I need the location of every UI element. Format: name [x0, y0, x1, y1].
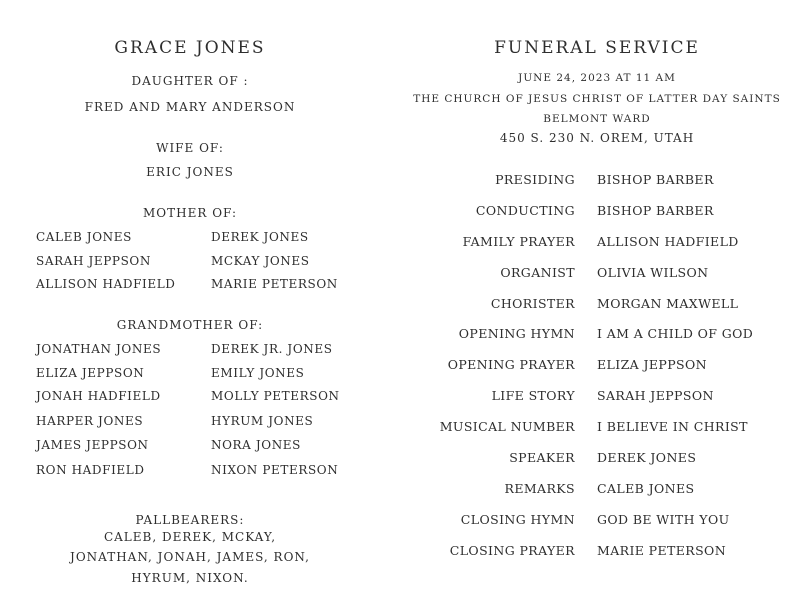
pallbearers-line: CALEB, DEREK, MCKAY, [103, 530, 277, 544]
program-participant: ALLISON HADFIELD [597, 233, 739, 249]
list-item [36, 366, 356, 390]
program-role: LIFE STORY [491, 388, 575, 404]
program-row [400, 419, 794, 450]
grandchild-name: HARPER JONES [36, 414, 144, 428]
obituary-panel [0, 0, 380, 614]
program-row [400, 450, 794, 481]
program-row [400, 543, 794, 574]
program-participant: GOD BE WITH YOU [597, 511, 730, 527]
program-role: PRESIDING [495, 172, 575, 187]
child-name: SARAH JEPPSON [36, 253, 151, 268]
list-item [36, 277, 356, 301]
program-role: CLOSING PRAYER [449, 542, 575, 558]
program-row [400, 234, 794, 265]
list-item [36, 342, 356, 366]
grandchild-name: JONATHAN JONES [36, 342, 162, 356]
pallbearers-heading: PALLBEARERS: [135, 513, 245, 527]
program-participant: OLIVIA WILSON [597, 264, 709, 280]
program-participant: I AM A CHILD OF GOD [597, 326, 754, 342]
child-name: MCKAY JONES [211, 253, 310, 268]
grandchild-name: DEREK JR. JONES [211, 342, 333, 356]
child-name: CALEB JONES [36, 230, 132, 244]
program-row [400, 203, 794, 234]
grandchild-name: HYRUM JONES [211, 414, 314, 428]
program-participant: I BELIEVE IN CHRIST [597, 419, 748, 435]
program-role: ORGANIST [500, 264, 575, 280]
program-participant: SARAH JEPPSON [597, 388, 714, 404]
program-role: CONDUCTING [475, 202, 575, 218]
list-item [36, 414, 356, 438]
service-panel [400, 0, 794, 614]
program-participant: BISHOP BARBER [597, 202, 714, 218]
pallbearers-line: JONATHAN, JONAH, JAMES, RON, [70, 550, 310, 564]
list-item [36, 230, 356, 254]
grandchildren-list [36, 342, 356, 486]
grandchild-name: JONAH HADFIELD [36, 389, 161, 403]
program-row [400, 481, 794, 512]
parents: FRED AND MARY ANDERSON [84, 100, 296, 114]
program-role: CLOSING HYMN [460, 511, 575, 527]
service-title: FUNERAL SERVICE [494, 38, 700, 58]
program-participant: BISHOP BARBER [597, 172, 714, 187]
grandchild-name: EMILY JONES [211, 365, 305, 380]
address: 450 S. 230 N. OREM, UTAH [499, 131, 695, 145]
program-row [400, 172, 794, 203]
list-item [36, 463, 356, 487]
grandchild-name: RON HADFIELD [36, 462, 145, 477]
program-role: SPEAKER [509, 450, 575, 466]
program-row [400, 296, 794, 327]
grandchild-name: ELIZA JEPPSON [36, 365, 145, 380]
pallbearers-line: HYRUM, NIXON. [131, 571, 249, 585]
deceased-name: GRACE JONES [114, 38, 266, 58]
program-row [400, 265, 794, 296]
program-role: REMARKS [504, 480, 575, 496]
child-name: MARIE PETERSON [211, 277, 338, 291]
program-row [400, 388, 794, 419]
list-item [36, 438, 356, 463]
grandmother-heading: GRANDMOTHER OF: [116, 318, 264, 332]
children-list [36, 230, 356, 301]
child-name: ALLISON HADFIELD [36, 277, 176, 291]
church-name: THE CHURCH OF JESUS CHRIST OF LATTER DAY SAINTS [413, 93, 781, 105]
child-name: DEREK JONES [211, 230, 309, 244]
program-role: OPENING HYMN [458, 326, 575, 342]
program-role: FAMILY PRAYER [462, 233, 575, 249]
program-participant: CALEB JONES [597, 480, 695, 496]
program-role: OPENING PRAYER [447, 357, 575, 373]
mother-heading: MOTHER OF: [143, 206, 237, 220]
ward-name: BELMONT WARD [543, 113, 651, 125]
list-item [36, 254, 356, 278]
grandchild-name: NIXON PETERSON [211, 462, 339, 477]
program-participant: ELIZA JEPPSON [597, 357, 707, 373]
program-row [400, 357, 794, 388]
program-role: MUSICAL NUMBER [439, 419, 575, 435]
list-item [36, 389, 356, 414]
program-role: CHORISTER [490, 295, 575, 311]
wife-heading: WIFE OF: [156, 141, 224, 155]
grandchild-name: MOLLY PETERSON [211, 389, 340, 403]
grandchild-name: JAMES JEPPSON [36, 437, 149, 452]
service-date: JUNE 24, 2023 AT 11 AM [518, 72, 676, 84]
daughter-heading: DAUGHTER OF : [131, 74, 249, 88]
program-participant: MORGAN MAXWELL [597, 295, 739, 311]
program-participant: MARIE PETERSON [597, 542, 727, 558]
program-row [400, 512, 794, 543]
program-participant: DEREK JONES [597, 450, 697, 466]
program-list [400, 172, 794, 574]
husband: ERIC JONES [146, 165, 234, 179]
program-row [400, 326, 794, 357]
grandchild-name: NORA JONES [211, 437, 301, 452]
